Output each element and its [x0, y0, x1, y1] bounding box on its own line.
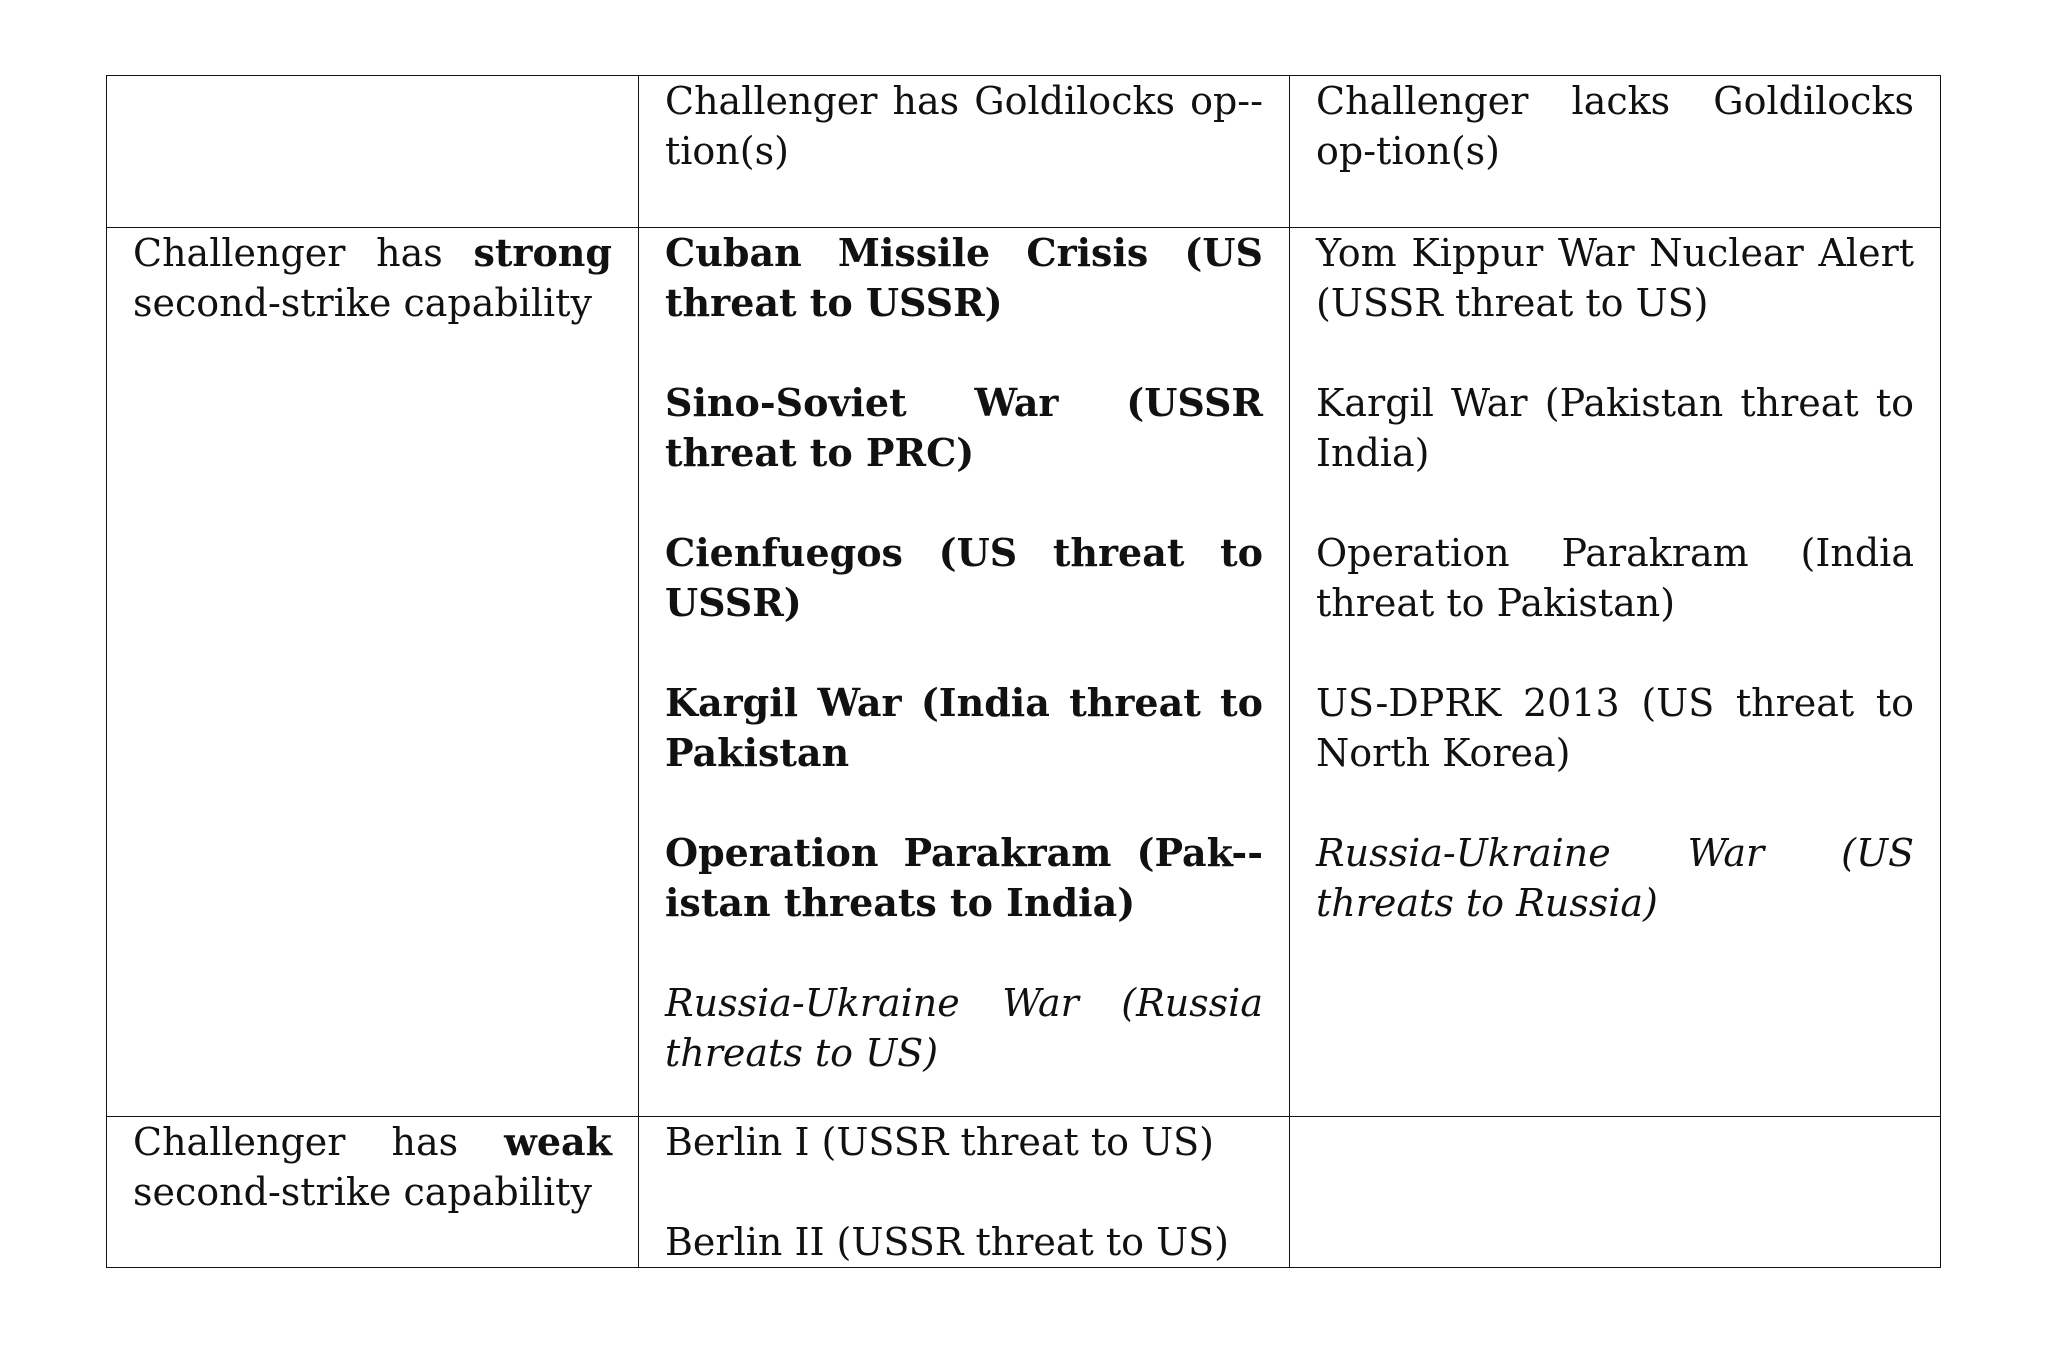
- row-label-prefix: Challenger has: [133, 231, 443, 275]
- row-label-weak: [107, 1117, 639, 1268]
- case-entry: Sino-Soviet War (USSR threat to PRC): [665, 380, 1263, 475]
- case-entry: Kargil War (India threat to Pakistan: [665, 680, 1263, 775]
- row-strong-second-strike: [107, 228, 1941, 1117]
- case-entry: Operation Parakram (India threat to Pakistan): [1316, 531, 1914, 625]
- case-entry: US-DPRK 2013 (US threat to North Korea): [1316, 681, 1914, 775]
- cell-strong-has-goldilocks: [639, 228, 1290, 1117]
- row-label-suffix: second-strike capability: [133, 1170, 592, 1214]
- case-entry: Cuban Missile Crisis (US threat to USSR): [665, 230, 1263, 325]
- row-label-suffix: second-strike capability: [133, 281, 592, 325]
- case-entry: Cienfuegos (US threat to USSR): [665, 530, 1263, 625]
- case-entry: Berlin I (USSR threat to US): [665, 1120, 1214, 1164]
- case-entry: Russia-Ukraine War (US threats to Russia): [1316, 831, 1914, 925]
- header-lacks-goldilocks: Challenger lacks Goldilocks op-tion(s): [1290, 76, 1941, 228]
- cell-weak-lacks-goldilocks: [1290, 1117, 1941, 1268]
- case-entry: Berlin II (USSR threat to US): [665, 1220, 1229, 1264]
- row-label-prefix: Challenger has: [133, 1120, 459, 1164]
- case-entry: Kargil War (Pakistan threat to India): [1316, 381, 1914, 475]
- cell-weak-has-goldilocks: [639, 1117, 1290, 1268]
- row-label-strong: [107, 228, 639, 1117]
- classification-table: [106, 75, 1941, 1268]
- corner-cell: [107, 76, 639, 228]
- row-weak-second-strike: [107, 1117, 1941, 1268]
- cell-strong-lacks-goldilocks: [1290, 228, 1941, 1117]
- header-has-goldilocks: Challenger has Goldilocks op-tion(s): [639, 76, 1290, 228]
- row-label-emphasis: weak: [504, 1119, 612, 1164]
- case-entry: Operation Parakram (Pak-istan threats to India): [665, 830, 1263, 925]
- row-label-emphasis: strong: [473, 230, 612, 275]
- case-entry: Russia-Ukraine War (Russia threats to US): [665, 981, 1263, 1075]
- header-row: [107, 76, 1941, 228]
- case-entry: Yom Kippur War Nuclear Alert (USSR threat to US): [1316, 231, 1914, 325]
